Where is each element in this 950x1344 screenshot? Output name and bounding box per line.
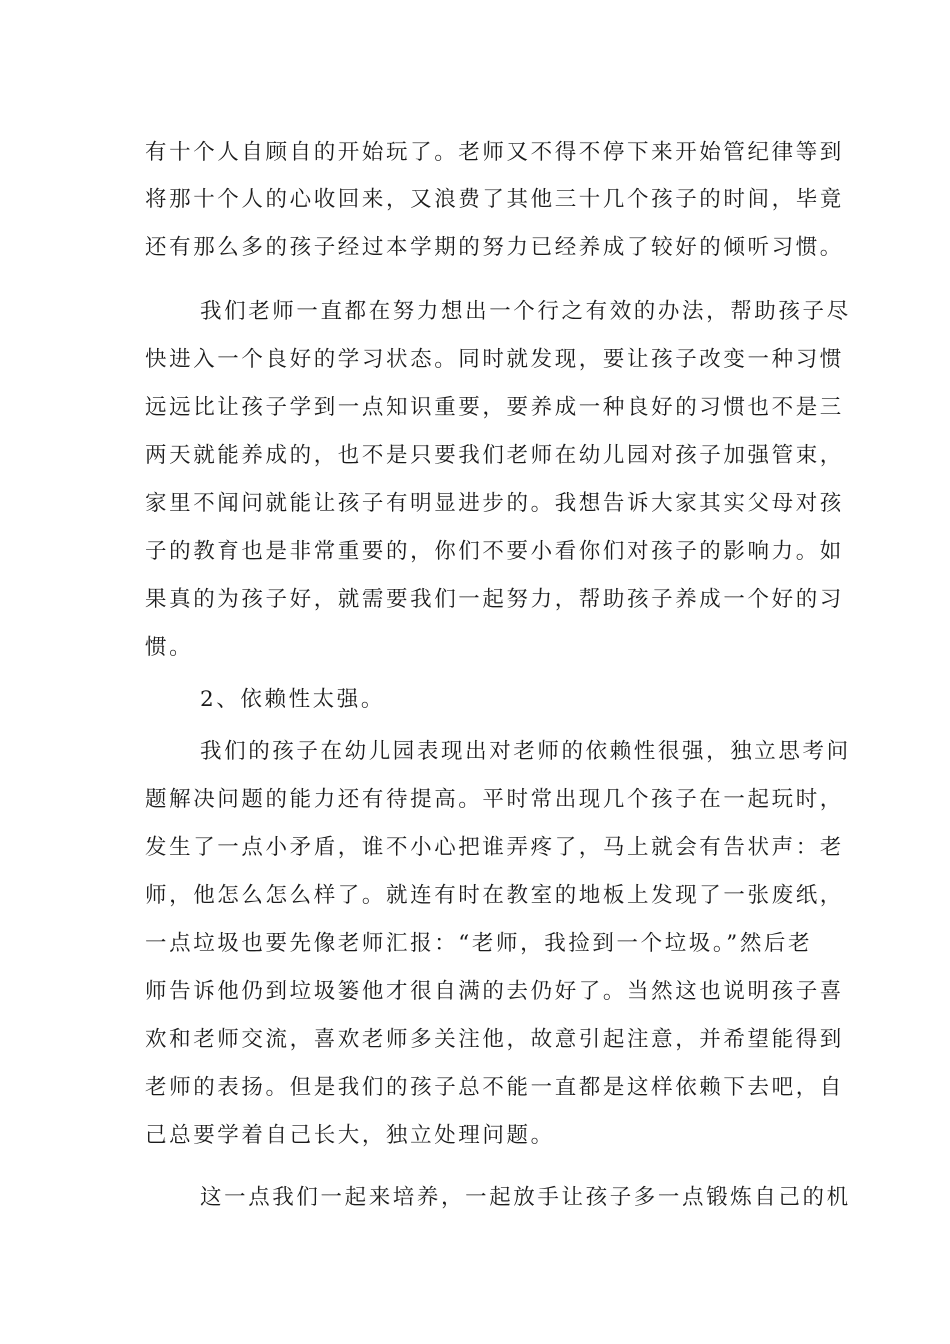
paragraph-start-line: 这一点我们一起来培养，一起放手让孩子多一点锻炼自己的机	[200, 1185, 851, 1210]
text-line-1: 有十个人自顾自的开始玩了。老师又不得不停下来开始管纪律等到	[145, 140, 844, 165]
text-line-16: 师，他怎么怎么样了。就连有时在教室的地板上发现了一张废纸，	[145, 883, 844, 908]
text-line-6: 远远比让孩子学到一点知识重要，要养成一种良好的习惯也不是三	[145, 395, 844, 420]
text-line-3: 还有那么多的孩子经过本学期的努力已经养成了较好的倾听习惯。	[145, 235, 844, 260]
paragraph-start-line: 我们老师一直都在努力想出一个行之有效的办法，帮助孩子尽	[200, 299, 851, 324]
text-line-11: 惯。	[145, 635, 194, 660]
text-line-8: 家里不闻问就能让孩子有明显进步的。我想告诉大家其实父母对孩	[145, 491, 844, 516]
section-heading: 2、依赖性太强。	[200, 687, 385, 712]
paragraph-start-line: 我们的孩子在幼儿园表现出对老师的依赖性很强，独立思考问	[200, 739, 851, 764]
text-line-7: 两天就能养成的，也不是只要我们老师在幼儿园对孩子加强管束，	[145, 443, 844, 468]
text-line-14: 题解决问题的能力还有待提高。平时常出现几个孩子在一起玩时，	[145, 787, 844, 812]
text-line-5: 快进入一个良好的学习状态。同时就发现，要让孩子改变一种习惯	[145, 347, 844, 372]
text-line-21: 己总要学着自己长大，独立处理问题。	[145, 1123, 555, 1148]
text-line-2: 将那十个人的心收回来，又浪费了其他三十几个孩子的时间，毕竟	[145, 187, 844, 212]
text-line-17: 一点垃圾也要先像老师汇报：“老师，我捡到一个垃圾。”然后老	[145, 931, 813, 956]
text-line-9: 子的教育也是非常重要的，你们不要小看你们对孩子的影响力。如	[145, 539, 844, 564]
text-line-20: 老师的表扬。但是我们的孩子总不能一直都是这样依赖下去吧，自	[145, 1075, 844, 1100]
text-line-19: 欢和老师交流，喜欢老师多关注他，故意引起注意，并希望能得到	[145, 1027, 844, 1052]
text-line-18: 师告诉他仍到垃圾篓他才很自满的去仍好了。当然这也说明孩子喜	[145, 979, 844, 1004]
text-line-15: 发生了一点小矛盾，谁不小心把谁弄疼了，马上就会有告状声：老	[145, 835, 844, 860]
text-line-10: 果真的为孩子好，就需要我们一起努力，帮助孩子养成一个好的习	[145, 587, 844, 612]
